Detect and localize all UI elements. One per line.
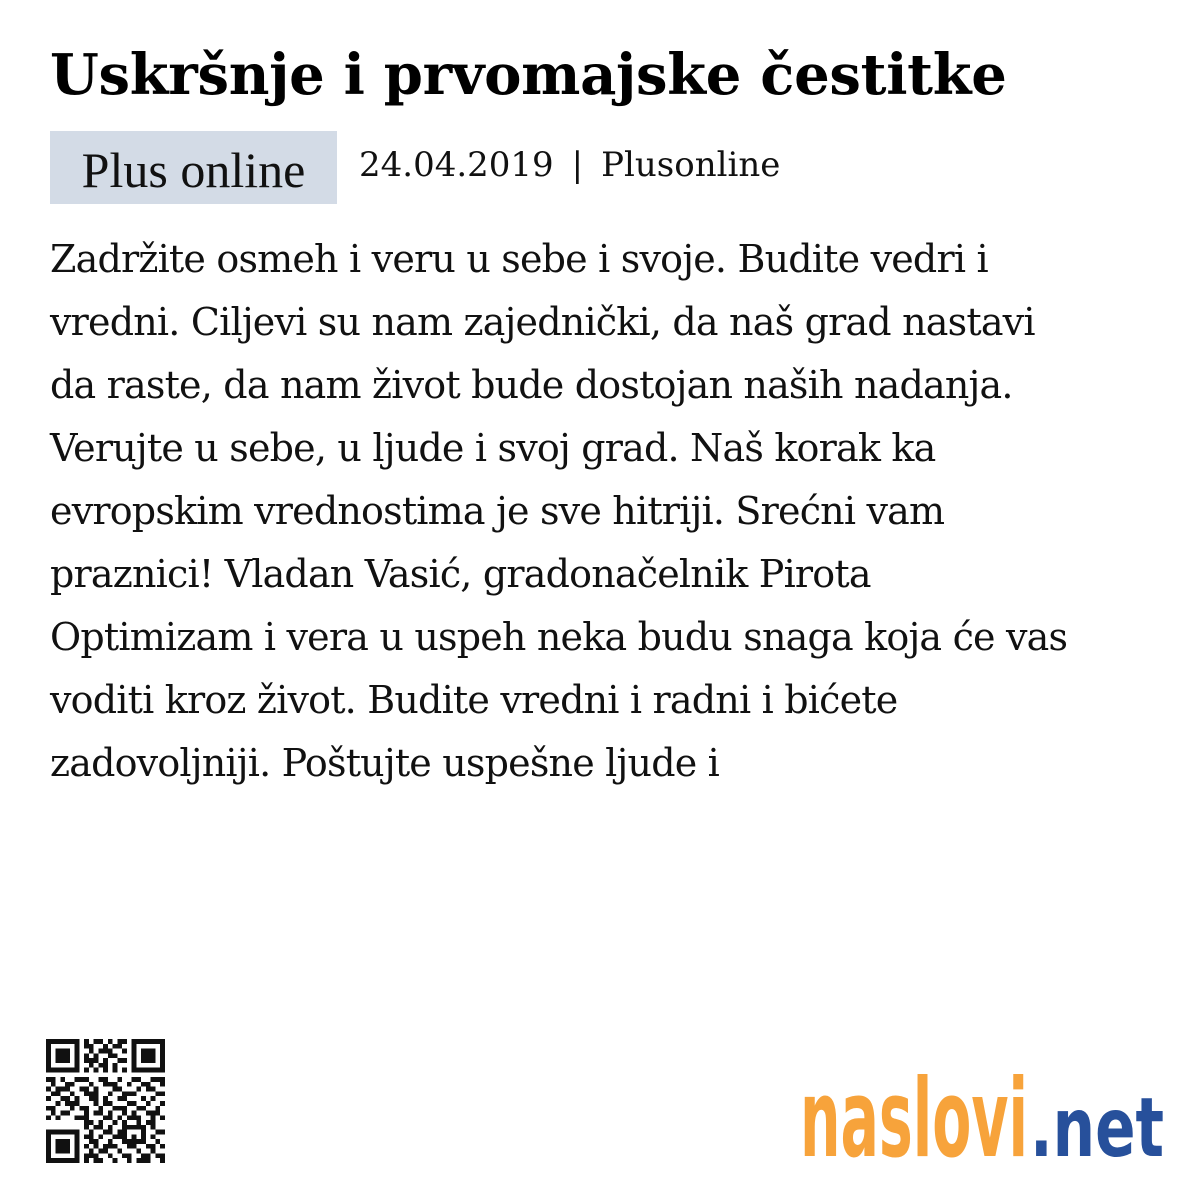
meta-separator: | bbox=[571, 145, 584, 185]
logo-text-primary: naslovi bbox=[800, 1060, 1028, 1165]
body-line: evropskim vrednostima je sve hitriji. Srećni vam bbox=[50, 489, 945, 533]
qr-code-icon[interactable] bbox=[46, 1039, 165, 1163]
body-line: praznici! Vladan Vasić, gradonačelnik Pirota bbox=[50, 552, 871, 596]
body-line: Optimizam i vera u uspeh neka budu snaga koja će vas bbox=[50, 615, 1068, 659]
body-line: voditi kroz život. Budite vredni i radni i bićete bbox=[50, 678, 898, 722]
article-source-name: Plusonline bbox=[601, 145, 781, 185]
article-body bbox=[50, 228, 1160, 795]
source-tag[interactable]: Plus online bbox=[50, 131, 337, 204]
body-line: da raste, da nam život bude dostojan naših nadanja. bbox=[50, 363, 1013, 407]
article-title: Uskršnje i prvomajske čestitke bbox=[50, 42, 1007, 108]
article-meta bbox=[50, 131, 780, 204]
article-date: 24.04.2019 bbox=[359, 145, 554, 185]
body-line: Zadržite osmeh i veru u sebe i svoje. Budite vedri i bbox=[50, 237, 988, 281]
meta-info bbox=[359, 145, 780, 185]
naslovi-net-logo[interactable] bbox=[800, 1060, 1166, 1165]
logo-text-secondary: .net bbox=[1030, 1081, 1164, 1165]
body-line: vredni. Ciljevi su nam zajednički, da naš grad nastavi bbox=[50, 300, 1035, 344]
body-line: zadovoljniji. Poštujte uspešne ljude i bbox=[50, 741, 720, 785]
body-line: Verujte u sebe, u ljude i svoj grad. Naš korak ka bbox=[50, 426, 936, 470]
